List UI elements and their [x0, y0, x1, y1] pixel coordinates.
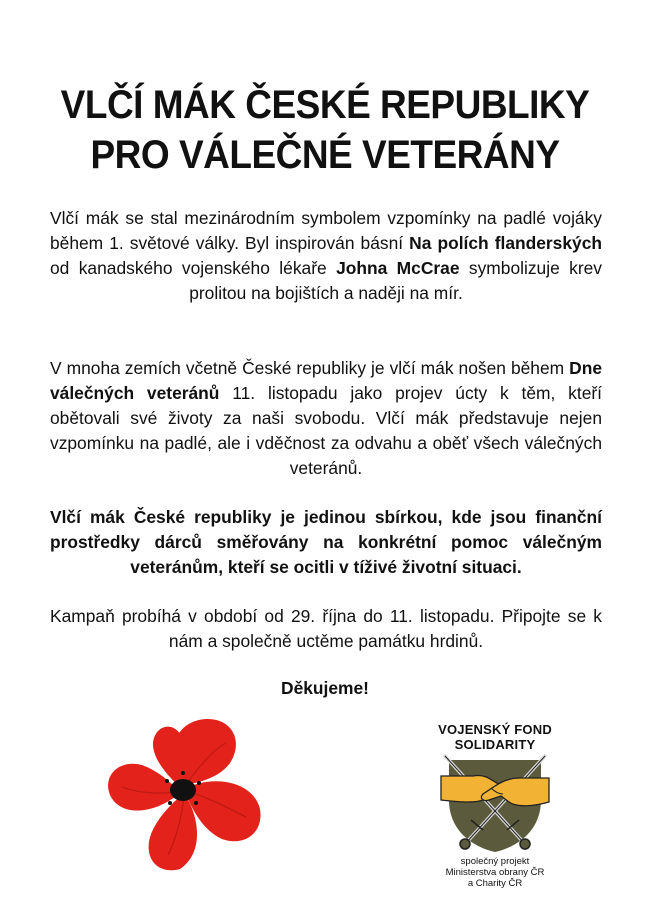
veterans-day: Dne válečných veteránů	[50, 358, 602, 403]
poem-title: Na polích flanderských	[409, 233, 602, 253]
caption-line-3: a Charity ČR	[467, 878, 523, 889]
author-name: Johna McCrae	[336, 258, 460, 278]
page-title	[0, 80, 650, 179]
paragraph-tradition	[50, 356, 602, 481]
poppy-flower-icon	[104, 713, 264, 873]
logo-caption	[430, 856, 560, 889]
text: od kanadského vojenského lékaře	[50, 258, 337, 278]
text: V mnoha zemích včetně České republiky je vlčí mák nošen během	[50, 358, 570, 378]
logo-title	[430, 722, 560, 752]
solidarity-shield-emblem-icon	[439, 754, 551, 854]
text: symbolizuje krev prolitou na bojištích a naději na mír.	[189, 258, 602, 303]
text: Vlčí mák se stal mezinárodním symbolem vzpomínky na padlé vojáky během 1. světové války. Byl inspirován básní	[50, 208, 602, 253]
title-line-2: PRO VÁLEČNÉ VETERÁNY	[90, 132, 560, 177]
caption-line-1: společný projekt	[460, 856, 530, 867]
vojensky-fond-solidarity-logo	[430, 722, 560, 889]
logo-title-line-1: VOJENSKÝ FOND	[438, 722, 552, 737]
thanks-text: Děkujeme!	[281, 678, 369, 698]
logo-title-line-2: SOLIDARITY	[454, 737, 536, 752]
paragraph-collection: Vlčí mák České republiky je jedinou sbírkou, kde jsou finanční prostředky dárců směřovány na konkrétní pomoc válečným veteránům, kteří se ocitli v tíživé životní situaci.	[50, 507, 602, 577]
title-line-1: VLČÍ MÁK ČESKÉ REPUBLIKY	[60, 82, 590, 127]
paragraph-campaign: Kampaň probíhá v období od 29. října do 11. listopadu. Připojte se k nám a společně uctěme památku hrdinů.	[50, 606, 602, 651]
text: 11. listopadu jako projev úcty k těm, kteří obětovali své životy za naši svobodu. Vlčí mák představuje nejen vzpomínku na padlé, ale i vděčnost za odvahu a oběť všech válečných veteránů.	[50, 383, 603, 478]
paragraph-origin	[50, 206, 602, 306]
caption-line-2: Ministerstva obrany ČR	[445, 867, 545, 878]
